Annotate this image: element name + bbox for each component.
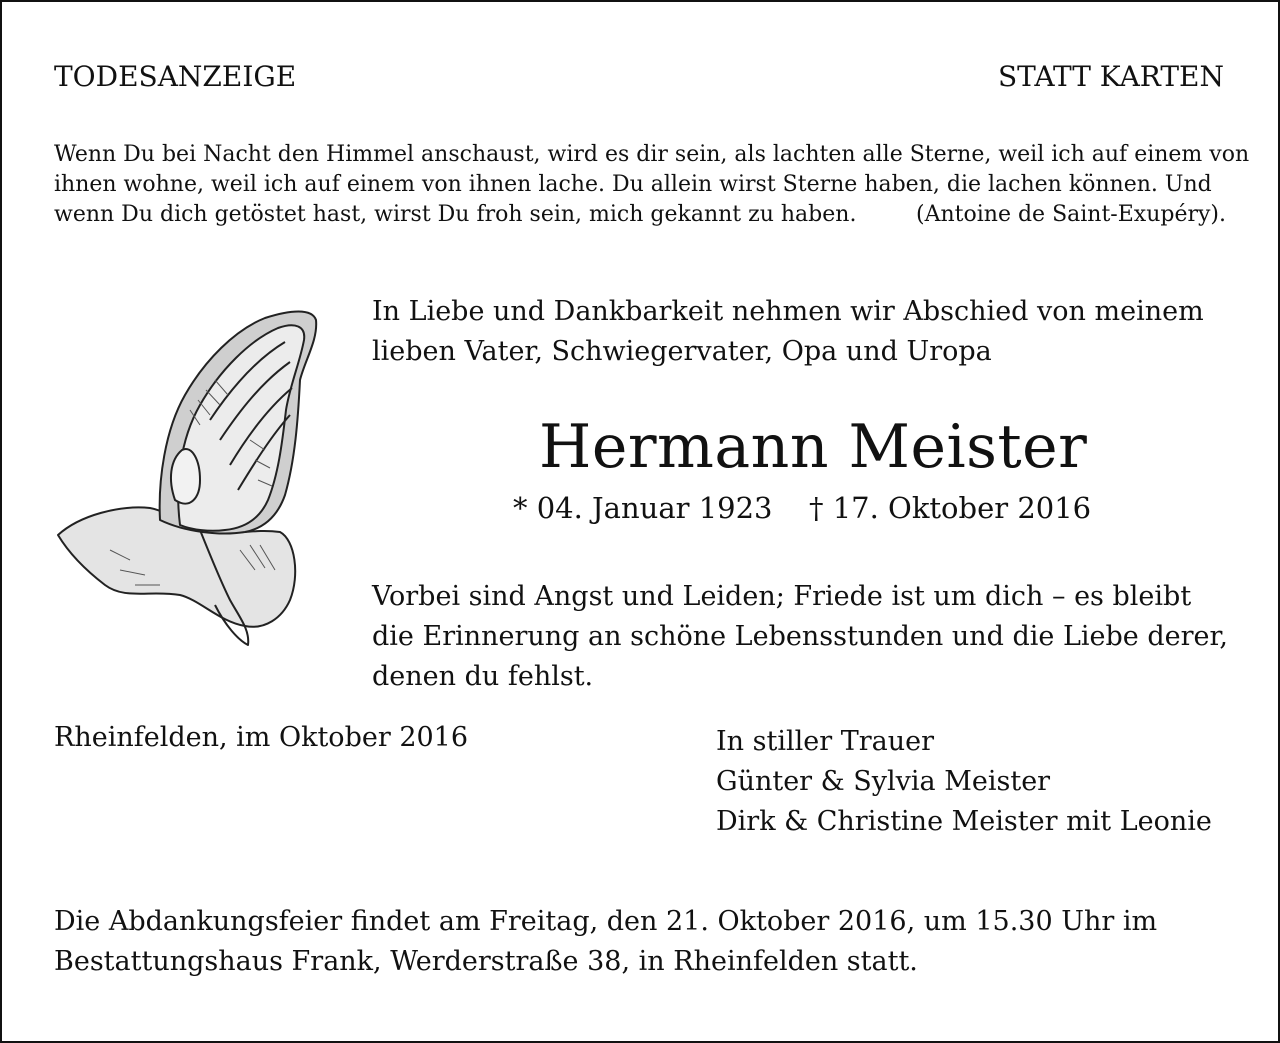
mourners-block: [716, 722, 1212, 842]
quote-line: wenn Du dich getöstet hast, wirst Du froh sein, mich gekannt zu haben.: [54, 202, 857, 227]
mourners-line: Günter & Sylvia Meister: [716, 766, 1051, 797]
birth-date: * 04. Januar 1923: [513, 491, 773, 525]
death-date: † 17. Oktober 2016: [809, 491, 1092, 525]
service-line: Die Abdankungsfeier findet am Freitag, den 21. Oktober 2016, um 15.30 Uhr im: [54, 906, 1158, 937]
memorial-line: denen du fehlst.: [372, 661, 594, 692]
memorial-line: Vorbei sind Angst und Leiden; Friede ist um dich – es bleibt: [372, 581, 1192, 612]
place-date: Rheinfelden, im Oktober 2016: [54, 722, 469, 753]
quote-block: [54, 140, 1250, 230]
notice-type-label: TODESANZEIGE: [54, 60, 297, 93]
memorial-text: [372, 577, 1228, 697]
deceased-name: Hermann Meister: [539, 412, 1088, 482]
intro-line: lieben Vater, Schwiegervater, Opa und Uropa: [372, 336, 992, 367]
intro-line: In Liebe und Dankbarkeit nehmen wir Abschied von meinem: [372, 296, 1204, 327]
mourners-line: In stiller Trauer: [716, 726, 935, 757]
notice-note-label: STATT KARTEN: [998, 60, 1224, 93]
quote-last-line: [54, 200, 1226, 230]
memorial-line: die Erinnerung an schöne Lebensstunden und die Liebe derer,: [372, 621, 1228, 652]
farewell-intro: [372, 292, 1204, 372]
mourners-line: Dirk & Christine Meister mit Leonie: [716, 806, 1212, 837]
quote-author: (Antoine de Saint-Exupéry).: [916, 202, 1226, 227]
quote-line: Wenn Du bei Nacht den Himmel anschaust, wird es dir sein, als lachten alle Sterne, weil ich auf einem von: [54, 142, 1250, 167]
praying-hands-icon: [50, 300, 320, 650]
quote-line: ihnen wohne, weil ich auf einem von ihnen lache. Du allein wirst Sterne haben, die lachen können. Und: [54, 172, 1212, 197]
service-line: Bestattungshaus Frank, Werderstraße 38, in Rheinfelden statt.: [54, 946, 918, 977]
service-info: [54, 902, 1157, 982]
